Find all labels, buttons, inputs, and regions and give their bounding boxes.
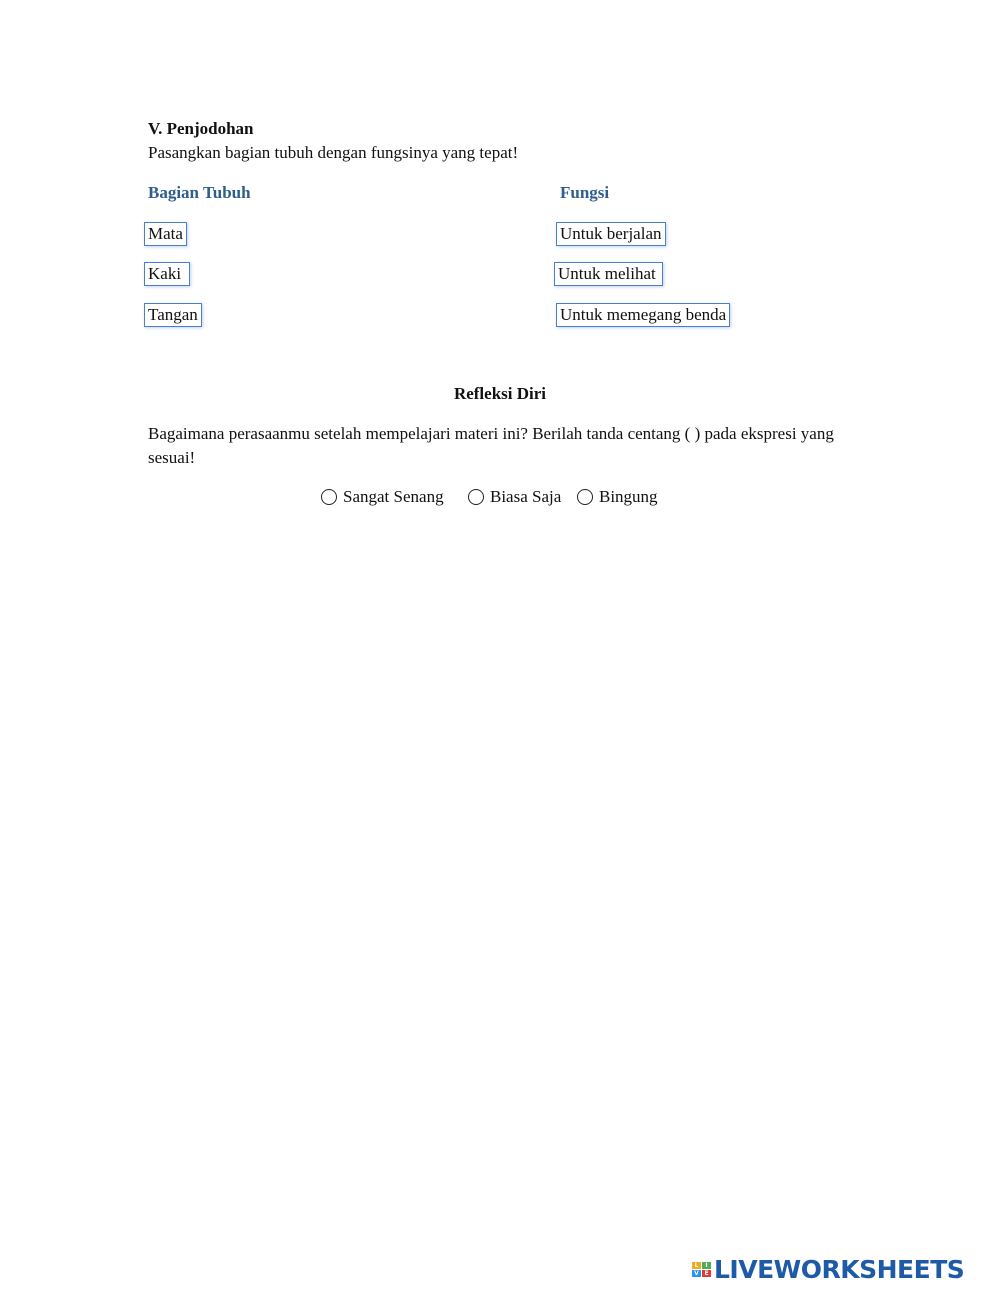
option-label-bingung: Bingung: [599, 487, 658, 506]
logo-square: I: [702, 1262, 711, 1269]
match-right-item[interactable]: Untuk berjalan: [556, 222, 666, 246]
liveworksheets-logo: [692, 1253, 964, 1285]
logo-square: E: [702, 1270, 711, 1277]
radio-biasa-saja[interactable]: [468, 489, 484, 505]
logo-squares-icon: [692, 1262, 711, 1277]
right-column-header: Fungsi: [560, 183, 610, 202]
match-right-item[interactable]: Untuk memegang benda: [556, 303, 730, 327]
match-left-item[interactable]: Kaki: [144, 262, 190, 286]
reflection-question: Bagaimana perasaanmu setelah mempelajari materi ini? Berilah tanda centang ( ) pada ekspresi yang sesuai!: [148, 424, 834, 467]
option-label-biasa-saja: Biasa Saja: [490, 487, 562, 506]
match-left-item[interactable]: Tangan: [144, 303, 202, 327]
option-label-sangat-senang: Sangat Senang: [343, 487, 444, 506]
match-right-item[interactable]: Untuk melihat: [554, 262, 663, 286]
logo-square: V: [692, 1270, 701, 1277]
radio-sangat-senang[interactable]: [321, 489, 337, 505]
logo-text: LIVEWORKSHEETS: [714, 1254, 965, 1284]
section-title: V. Penjodohan: [148, 119, 254, 138]
left-column-header: Bagian Tubuh: [148, 183, 251, 202]
radio-bingung[interactable]: [577, 489, 593, 505]
reflection-title: Refleksi Diri: [453, 384, 547, 403]
logo-square: L: [692, 1262, 701, 1269]
match-left-item[interactable]: Mata: [144, 222, 187, 246]
section-instruction: Pasangkan bagian tubuh dengan fungsinya yang tepat!: [148, 143, 519, 162]
